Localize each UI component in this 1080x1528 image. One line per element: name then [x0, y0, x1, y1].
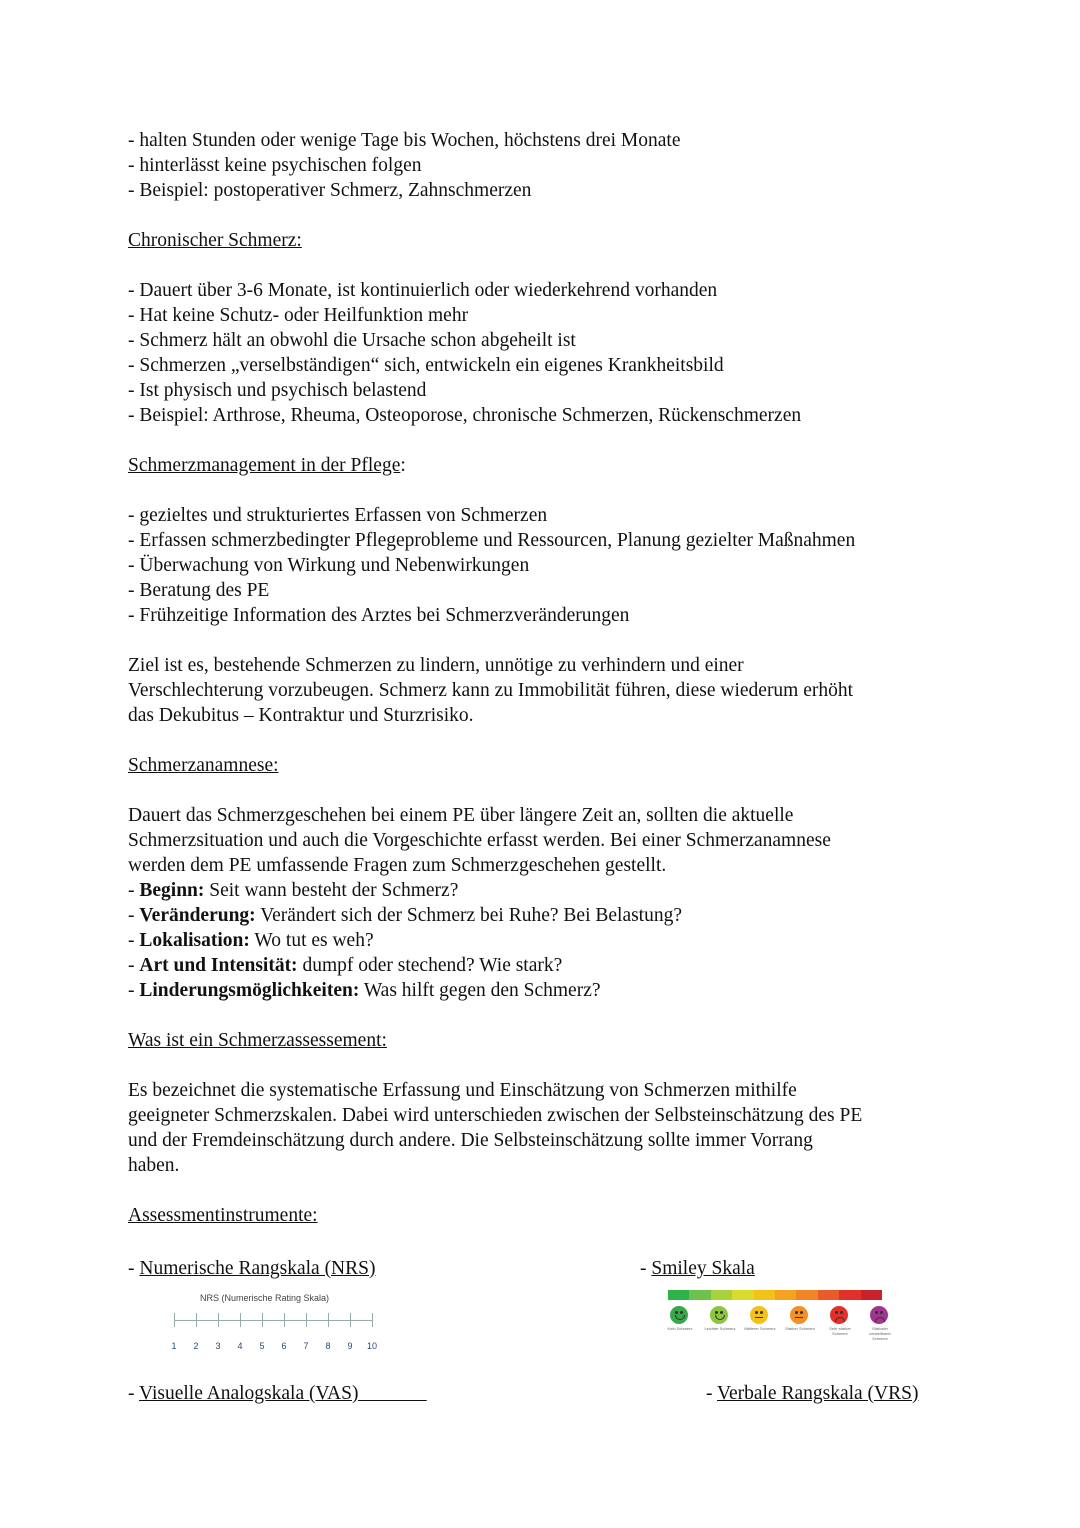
anamnese-intro-paragraph [128, 803, 958, 878]
paragraph-line: werden dem PE umfassende Fragen zum Schmerzgeschehen gestellt. [128, 855, 667, 876]
nrs-scale-figure [158, 1284, 388, 1351]
question-term: Veränderung: [139, 905, 256, 926]
nrs-tick [284, 1313, 285, 1327]
list-item: - Schmerz hält an obwohl die Ursache schon abgeheilt ist [128, 330, 576, 351]
nrs-number: 1 [171, 1341, 177, 1351]
assessment-paragraph [128, 1078, 958, 1178]
management-heading-line [128, 453, 958, 478]
question-item [128, 953, 958, 978]
vas-dash: - [128, 1383, 140, 1404]
nrs-number: 9 [347, 1341, 353, 1351]
smiley-scale-figure [648, 1276, 898, 1356]
paragraph-line: Schmerzsituation und auch die Vorgeschichte erfasst werden. Bei einer Schmerzanamnese [128, 830, 831, 851]
question-item [128, 878, 958, 903]
nrs-tick [350, 1313, 351, 1327]
question-term: Beginn: [139, 880, 205, 901]
list-item: - Beispiel: postoperativer Schmerz, Zahnschmerzen [128, 180, 532, 201]
vrs-label: Verbale Rangskala (VRS) [717, 1383, 919, 1404]
management-heading-colon: : [400, 455, 406, 476]
list-item: - Überwachung von Wirkung und Nebenwirkungen [128, 555, 530, 576]
question-text: Verändert sich der Schmerz bei Ruhe? Bei Belastung? [255, 905, 683, 926]
paragraph-line: Es bezeichnet die systematische Erfassung und Einschätzung von Schmerzen mithilfe [128, 1080, 797, 1101]
smiley-dash: - [640, 1258, 652, 1279]
question-term: Lokalisation: [139, 930, 250, 951]
smiley-bar-segment [732, 1290, 753, 1300]
smiley-face-icon [670, 1306, 688, 1324]
nrs-title: NRS (Numerische Rating Skala) [200, 1293, 330, 1303]
anamnese-questions-list [128, 878, 958, 1003]
question-dash: - [128, 955, 140, 976]
nrs-number: 2 [193, 1341, 199, 1351]
anamnese-heading: Schmerzanamnese: [128, 755, 279, 776]
paragraph-line: und der Fremdeinschätzung durch andere. Die Selbsteinschätzung sollte immer Vorrang [128, 1130, 813, 1151]
vas-underline-extension [358, 1383, 426, 1404]
nrs-number: 3 [215, 1341, 221, 1351]
smiley-bar-segment [711, 1290, 732, 1300]
paragraph-line: haben. [128, 1155, 180, 1176]
nrs-item [128, 1256, 376, 1281]
nrs-number: 7 [303, 1341, 309, 1351]
list-item: - hinterlässt keine psychischen folgen [128, 155, 422, 176]
nrs-axis-line [174, 1320, 372, 1321]
smiley-label: Smiley Skala [651, 1258, 755, 1279]
smiley-face-labels [658, 1326, 894, 1346]
nrs-number: 8 [325, 1341, 331, 1351]
list-item: - Dauert über 3-6 Monate, ist kontinuierlich oder wiederkehrend vorhanden [128, 280, 718, 301]
assessment-instruments [128, 1256, 958, 1436]
smiley-face-label: Kein Schmerz [667, 1326, 693, 1331]
document-body [128, 128, 958, 1228]
list-item: - Erfassen schmerzbedingter Pflegeprobleme und Ressourcen, Planung gezielter Maßnahmen [128, 530, 856, 551]
question-item [128, 903, 958, 928]
smiley-bar-segment [839, 1290, 860, 1300]
question-text: Was hilft gegen den Schmerz? [359, 980, 601, 1001]
nrs-number: 4 [237, 1341, 243, 1351]
assessment-heading: Was ist ein Schmerzassessement: [128, 1030, 387, 1051]
question-term: Linderungsmöglichkeiten: [139, 980, 360, 1001]
question-text: dumpf oder stechend? Wie stark? [297, 955, 563, 976]
paragraph-line: Ziel ist es, bestehende Schmerzen zu lindern, unnötige zu verhindern und einer [128, 655, 744, 676]
smiley-bar-segment [754, 1290, 775, 1300]
vas-label: Visuelle Analogskala (VAS) [139, 1383, 359, 1404]
paragraph-line: Dauert das Schmerzgeschehen bei einem PE über längere Zeit an, sollten die aktuelle [128, 805, 794, 826]
smiley-face-icon [750, 1306, 768, 1324]
paragraph-line: das Dekubitus – Kontraktur und Sturzrisiko. [128, 705, 474, 726]
smiley-bar-segment [861, 1290, 882, 1300]
question-text: Seit wann besteht der Schmerz? [204, 880, 459, 901]
list-item: - gezieltes und strukturiertes Erfassen von Schmerzen [128, 505, 548, 526]
nrs-tick [328, 1313, 329, 1327]
smiley-face-label: Starker Schmerz [785, 1326, 815, 1331]
question-item [128, 978, 958, 1003]
question-text: Wo tut es weh? [249, 930, 374, 951]
nrs-tick [218, 1313, 219, 1327]
instruments-heading: Assessmentinstrumente: [128, 1205, 318, 1226]
nrs-number: 6 [281, 1341, 287, 1351]
nrs-tick [306, 1313, 307, 1327]
vrs-dash: - [706, 1383, 718, 1404]
nrs-tick [262, 1313, 263, 1327]
nrs-number: 5 [259, 1341, 265, 1351]
vrs-item [706, 1381, 918, 1406]
question-dash: - [128, 980, 140, 1001]
list-item: - Hat keine Schutz- oder Heilfunktion mehr [128, 305, 469, 326]
vas-item [128, 1381, 427, 1406]
management-goal-paragraph [128, 653, 958, 728]
smiley-face-icon [830, 1306, 848, 1324]
nrs-tick [174, 1313, 175, 1327]
smiley-face-icon [870, 1306, 888, 1324]
smiley-bar-segment [689, 1290, 710, 1300]
question-dash: - [128, 930, 140, 951]
list-item: - Schmerzen „verselbständigen“ sich, entwickeln ein eigenes Krankheitsbild [128, 355, 724, 376]
smiley-bar-segment [775, 1290, 796, 1300]
smiley-bar-segment [796, 1290, 817, 1300]
list-item: - halten Stunden oder wenige Tage bis Wochen, höchstens drei Monate [128, 130, 681, 151]
list-item: - Beratung des PE [128, 580, 270, 601]
nrs-tick [196, 1313, 197, 1327]
chronic-heading: Chronischer Schmerz: [128, 230, 302, 251]
list-item: - Beispiel: Arthrose, Rheuma, Osteoporose, chronische Schmerzen, Rückenschmerzen [128, 405, 802, 426]
smiley-color-bar [668, 1290, 882, 1300]
paragraph-line: geeigneter Schmerzskalen. Dabei wird unterschieden zwischen der Selbsteinschätzung des PE [128, 1105, 863, 1126]
list-item: - Ist physisch und psychisch belastend [128, 380, 427, 401]
nrs-label: Numerische Rangskala (NRS) [139, 1258, 376, 1279]
management-list [128, 503, 958, 628]
nrs-tick [240, 1313, 241, 1327]
nrs-tick [372, 1313, 373, 1327]
smiley-face-label: Mittlerer Schmerz [744, 1326, 776, 1331]
smiley-face-label: Sehr starker Schmerz [829, 1326, 851, 1336]
smiley-face-label: Leichter Schmerz [704, 1326, 736, 1331]
smiley-face-icon [790, 1306, 808, 1324]
list-item: - Frühzeitige Information des Arztes bei Schmerzveränderungen [128, 605, 630, 626]
question-term: Art und Intensität: [139, 955, 298, 976]
smiley-bar-segment [818, 1290, 839, 1300]
nrs-dash: - [128, 1258, 140, 1279]
smiley-bar-segment [668, 1290, 689, 1300]
question-item [128, 928, 958, 953]
question-dash: - [128, 905, 140, 926]
management-heading: Schmerzmanagement in der Pflege [128, 455, 401, 476]
smiley-face-icon [710, 1306, 728, 1324]
acute-pain-list [128, 128, 958, 203]
chronic-pain-list [128, 278, 958, 428]
paragraph-line: Verschlechterung vorzubeugen. Schmerz kann zu Immobilität führen, diese wiederum erhöht [128, 680, 854, 701]
smiley-face-label: Stärkster vorstellbarer Schmerz [868, 1326, 891, 1341]
question-dash: - [128, 880, 140, 901]
smiley-faces [664, 1306, 888, 1326]
nrs-number: 10 [366, 1341, 377, 1351]
